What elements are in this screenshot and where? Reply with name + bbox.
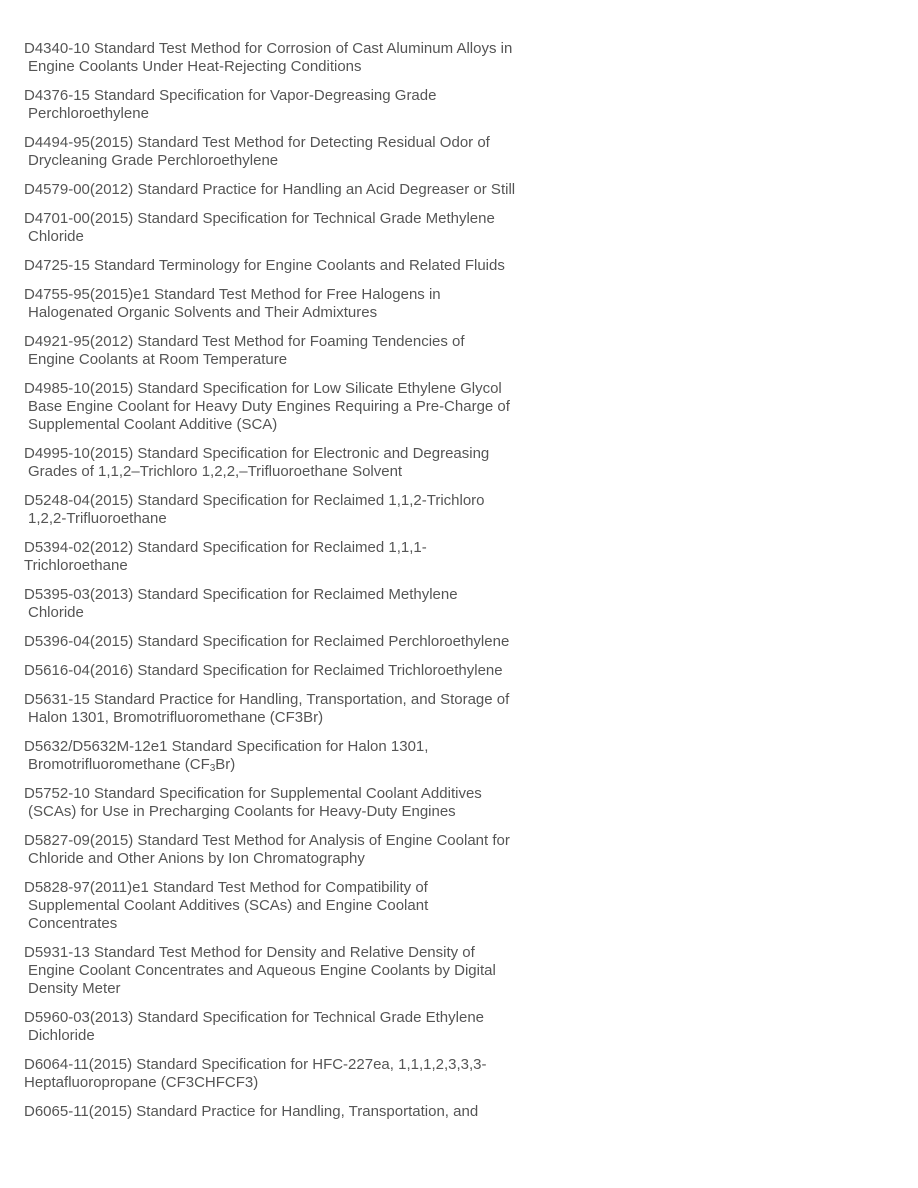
entry-line: Chloride and Other Anions by Ion Chromatography [28,850,365,867]
entry-line: Supplemental Coolant Additives (SCAs) and Engine Coolant [28,897,429,914]
list-item [24,879,584,933]
entry-line: Grades of 1,1,2–Trichloro 1,2,2,–Trifluoroethane Solvent [28,463,403,480]
entry-line: Engine Coolants Under Heat-Rejecting Conditions [28,58,362,75]
list-item [24,257,584,275]
entry-line: Halon 1301, Bromotrifluoromethane (CF3Br) [28,709,324,726]
list-item [24,286,584,322]
entry-line: D4725-15 Standard Terminology for Engine Coolants and Related Fluids [24,257,505,274]
entry-line: D5827-09(2015) Standard Test Method for Analysis of Engine Coolant for [24,832,510,849]
list-item [24,539,584,575]
entry-line: D5752-10 Standard Specification for Supplemental Coolant Additives [24,785,482,802]
entry-line: D5828-97(2011)e1 Standard Test Method for Compatibility of [24,879,428,896]
entry-line: D4579-00(2012) Standard Practice for Handling an Acid Degreaser or Still [24,181,516,198]
entry-line: Trichloroethane [24,557,128,574]
list-item [24,445,584,481]
entry-line: D5248-04(2015) Standard Specification for Reclaimed 1,1,2-Trichloro [24,492,485,509]
entry-line: D5396-04(2015) Standard Specification for Reclaimed Perchloroethylene [24,633,510,650]
list-item [24,333,584,369]
entry-line: D4755-95(2015)e1 Standard Test Method for Free Halogens in [24,286,441,303]
entry-line: Concentrates [28,915,118,932]
entry-line: D4376-15 Standard Specification for Vapor-Degreasing Grade [24,87,437,104]
list-item [24,662,584,680]
list-item [24,586,584,622]
entry-line: D4985-10(2015) Standard Specification for Low Silicate Ethylene Glycol [24,380,502,397]
entry-line: D6065-11(2015) Standard Practice for Handling, Transportation, and [24,1103,479,1120]
standards-list [24,40,584,1132]
list-item [24,738,584,774]
entry-line: D5616-04(2016) Standard Specification for Reclaimed Trichloroethylene [24,662,503,679]
entry-line: D4494-95(2015) Standard Test Method for Detecting Residual Odor of [24,134,490,151]
entry-line: Halogenated Organic Solvents and Their Admixtures [28,304,378,321]
entry-line: Density Meter [28,980,121,997]
entry-line: Engine Coolant Concentrates and Aqueous Engine Coolants by Digital [28,962,496,979]
list-item [24,1056,584,1092]
entry-line: Supplemental Coolant Additive (SCA) [28,416,278,433]
entry-line [24,756,584,774]
entry-line: D5631-15 Standard Practice for Handling, Transportation, and Storage of [24,691,510,708]
list-item [24,134,584,170]
list-item [24,492,584,528]
list-item [24,944,584,998]
entry-line: D4921-95(2012) Standard Test Method for Foaming Tendencies of [24,333,465,350]
entry-line: 1,2,2-Trifluoroethane [28,510,167,527]
entry-line: Chloride [28,604,84,621]
entry-line: Base Engine Coolant for Heavy Duty Engines Requiring a Pre-Charge of [28,398,510,415]
list-item [24,40,584,76]
list-item [24,1009,584,1045]
entry-text: Br) [215,756,236,773]
entry-line: D5960-03(2013) Standard Specification for Technical Grade Ethylene [24,1009,485,1026]
entry-line: Perchloroethylene [28,105,149,122]
entry-line: D4340-10 Standard Test Method for Corrosion of Cast Aluminum Alloys in [24,40,513,57]
entry-text: Bromotrifluoromethane (CF [28,756,210,773]
list-item [24,832,584,868]
entry-line: D5632/D5632M-12e1 Standard Specification for Halon 1301, [24,738,429,755]
entry-line: Heptafluoropropane (CF3CHFCF3) [24,1074,259,1091]
subscript: 3 [209,763,216,774]
entry-line: D4995-10(2015) Standard Specification for Electronic and Degreasing [24,445,490,462]
list-item [24,633,584,651]
list-item [24,691,584,727]
entry-line: D5395-03(2013) Standard Specification for Reclaimed Methylene [24,586,458,603]
list-item [24,87,584,123]
list-item [24,1103,584,1121]
entry-line: D4701-00(2015) Standard Specification for Technical Grade Methylene [24,210,495,227]
entry-line: Engine Coolants at Room Temperature [28,351,288,368]
list-item [24,785,584,821]
list-item [24,380,584,434]
list-item [24,181,584,199]
list-item [24,210,584,246]
entry-line: Dichloride [28,1027,95,1044]
entry-line: D5394-02(2012) Standard Specification for Reclaimed 1,1,1- [24,539,427,556]
entry-line: D5931-13 Standard Test Method for Density and Relative Density of [24,944,475,961]
entry-line: (SCAs) for Use in Precharging Coolants for Heavy-Duty Engines [28,803,456,820]
entry-line: Chloride [28,228,84,245]
entry-line: D6064-11(2015) Standard Specification for HFC-227ea, 1,1,1,2,3,3,3- [24,1056,487,1073]
entry-line: Drycleaning Grade Perchloroethylene [28,152,279,169]
